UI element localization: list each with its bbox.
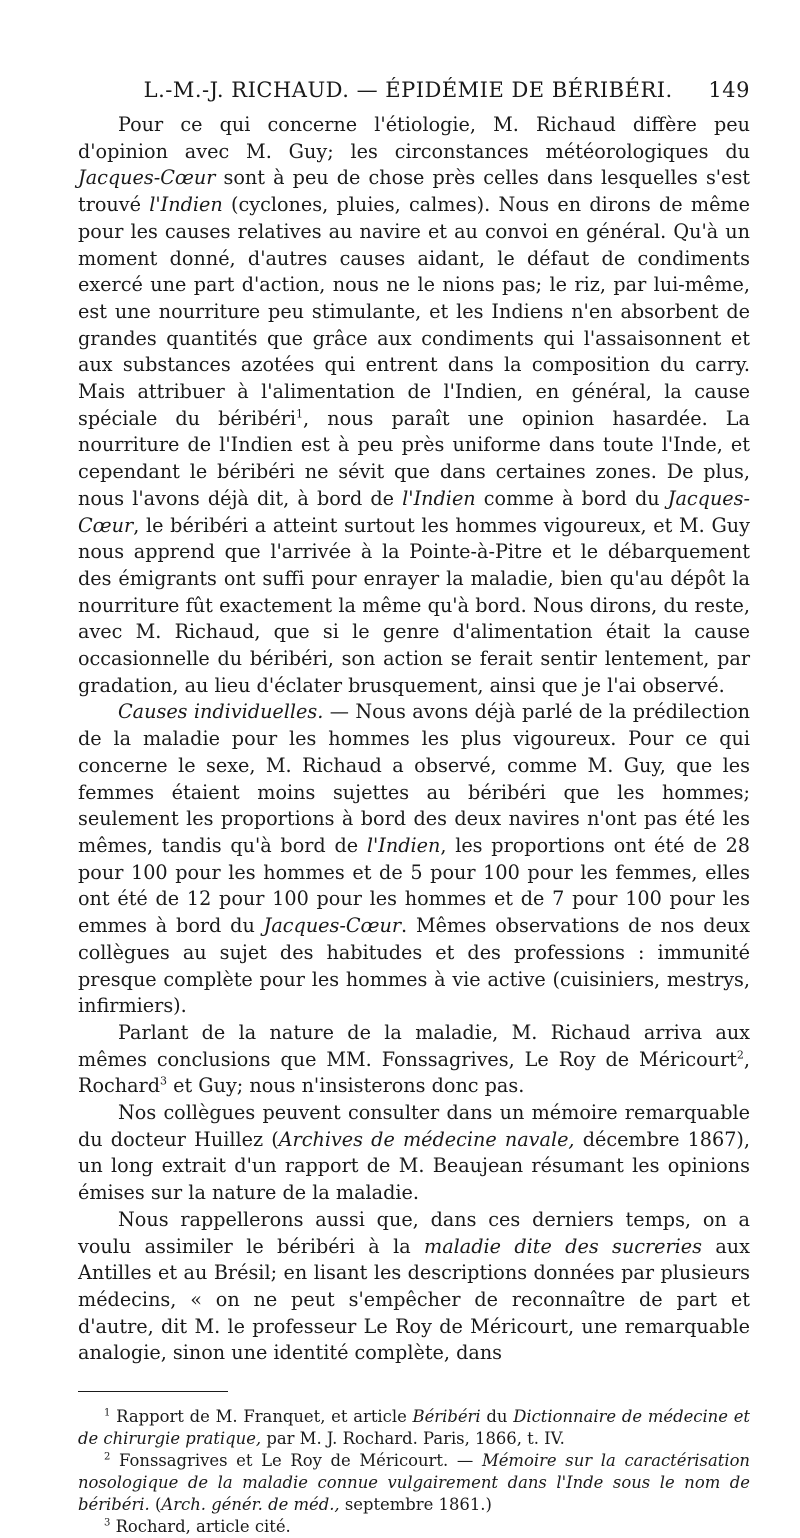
footnote-mark: 3 [104,1517,111,1529]
running-header [78,78,750,102]
footnote-ref: 2 [736,1048,744,1062]
paragraph-etiology [78,112,750,699]
text-run: Rochard, article cité. [110,1517,291,1537]
footnote-ref: 3 [160,1074,167,1088]
footnotes [78,1406,750,1538]
footnote-1 [78,1406,750,1450]
text-run: comme à bord du [475,486,668,510]
text-run: septembre 1861.) [339,1495,492,1515]
text-run: , le béribéri a atteint surtout les hommes vigoureux, et M. Guy nous apprend que l'arrivée à la Pointe-à-Pitre et le débarquement des émigrants ont suffi pour enrayer la maladie, bien qu'au dépôt la nourriture fût exactement la même qu'à bord. Nous dirons, du reste, avec M. Richaud, que si le genre d'alimentation était la cause occasionnelle du béribéri, son action se ferait sentir lentement, par gradation, au lieu d'éclater brusquement, ainsi que je l'ai observé. [78,513,750,697]
text-run: Pour ce qui concerne l'étiologie, M. Richaud diffère peu d'opinion avec M. Guy; les circonstances météorologiques du [78,113,750,163]
text-run: par M. J. Rochard. Paris, 1866, t. IV. [261,1429,565,1449]
text-run: ( [149,1495,162,1515]
journal-title: Arch. génér. de méd., [161,1495,340,1515]
memoir-title: Mémoire sur la caractérisation nosologique de la maladie connue vulgairement dans l'Inde sous le nom de béribéri. [78,1451,750,1515]
text-run: Nos collègues peuvent consulter dans un mémoire remarquable du docteur Huillez ( [78,1101,750,1151]
section-heading: Causes individuelles. [118,700,324,724]
text-run: (cyclones, pluies, calmes). Nous en dirons de même pour les causes relatives au navire et au convoi en général. Qu'à un moment donné, d'autres causes aidant, le défaut de condiments exercé une part d'action, nous ne le nions pas; le riz, par lui-même, est une nourriture peu stimulante, et les Indiens n'en absorbent de grandes quantités que grâce aux condiments qui l'assaisonnent et aux substances azotées qui entrent dans la composition du carry. Mais attribuer à l'alimentation de l'Indien, en général, la cause spéciale du béribéri [78,193,750,430]
disease-name: maladie dite des sucreries [424,1234,703,1258]
paragraph-individual-causes [78,699,750,1019]
footnote-3 [78,1516,750,1538]
ship-name: l'Indien [402,486,476,510]
text-run: Parlant de la nature de la maladie, M. Richaud arriva aux mêmes conclusions que MM. Fonssagrives, Le Roy de Méricourt [78,1020,750,1071]
ship-name: l'Indien [149,193,223,217]
footnote-mark: 1 [104,1407,111,1419]
text-run: , les proportions ont été de 28 pour 100 pour les hommes et de 5 pour 100 pour les femmes, elles ont été de 12 pour 100 pour les hommes et de 7 pour 100 pour les emmes à bord du [78,833,750,938]
paragraph-nature [78,1020,750,1100]
footnote-ref: 1 [296,407,304,421]
text-run: . Mêmes observations de nos deux collègues au sujet des habitudes et des professions : immunité presque complète pour les hommes à vie active (cuisiniers, mestrys, infirmiers). [78,914,751,1018]
text-run: sont à peu de chose près celles dans lesquelles s'est trouvé [78,166,750,217]
ship-name: Jacques-Cœur [78,486,750,537]
ship-name: l'Indien [366,833,441,857]
text-run: Nous rappellerons aussi que, dans ces derniers temps, on a voulu assimiler le béribéri à la [78,1207,750,1258]
book-title: Dictionnaire de médecine et de chirurgie pratique, [78,1407,750,1449]
text-run: du [480,1407,514,1427]
footnote-2 [78,1450,750,1516]
text-run: , nous paraît une opinion hasardée. La nourriture de l'Indien est à peu près uniforme dans toute l'Inde, et cependant le béribéri ne sévit que dans certaines zones. De plus, nous l'avons déjà dit, à bord de [78,406,750,510]
paragraph-sucreries [78,1207,750,1367]
text-run: aux Antilles et au Brésil; en lisant les descriptions données par plusieurs médecins, « on ne peut s'empêcher de reconnaître de part et d'autre, dit M. le professeur Le Roy de Méricourt, une remarquable analogie, sinon une identité complète, dans [78,1234,750,1365]
body-text [78,112,750,1367]
text-run: décembre 1867), un long extrait d'un rapport de M. Beaujean résumant les opinions émises sur la nature de la maladie. [78,1127,750,1205]
running-title: L.-M.-J. RICHAUD. — ÉPIDÉMIE DE BÉRIBÉRI. [143,78,673,102]
journal-title: Archives de médecine navale, [278,1127,575,1151]
text-run: et Guy; nous n'insisterons donc pas. [167,1074,525,1098]
text-run: Rapport de M. Franquet, et article [110,1407,413,1427]
text-run: Fonssagrives et Le Roy de Méricourt. — [110,1451,482,1471]
text-run: , Rochard [78,1047,750,1098]
footnote-divider [78,1391,228,1392]
ship-name: Jacques-Cœur [263,914,402,938]
ship-name: Jacques-Cœur [78,166,216,190]
page-number: 149 [708,78,750,102]
text-run: — Nous avons déjà parlé de la prédilection de la maladie pour les hommes les plus vigoureux. Pour ce qui concerne le sexe, M. Richaud a observé, comme M. Guy, que les femmes étaient moins sujettes au béribéri que les hommes; seulement les proportions à bord des deux navires n'ont pas été les mêmes, tandis qu'à bord de [78,700,750,857]
footnote-mark: 2 [104,1451,111,1463]
paragraph-huillez [78,1100,750,1207]
article-title: Béribéri [412,1407,481,1427]
